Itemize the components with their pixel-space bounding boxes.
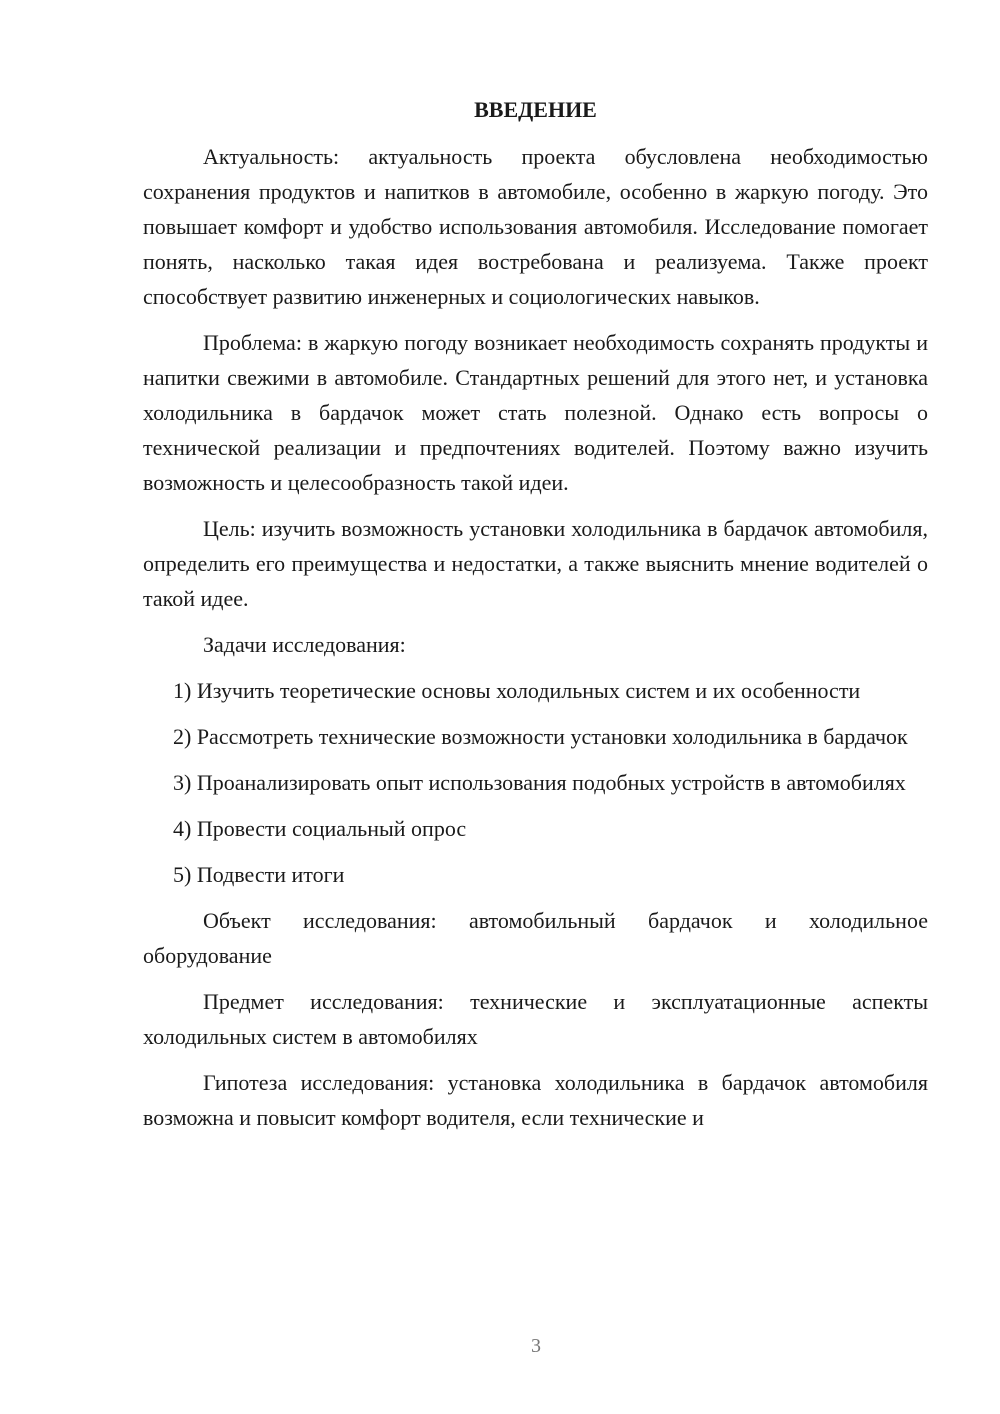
hypothesis-paragraph: Гипотеза исследования: установка холодильника в бардачок автомобиля возможна и повысит комфорт водителя, если технические и — [143, 1070, 928, 1130]
section-heading: ВВЕДЕНИЕ — [474, 97, 597, 122]
object-paragraph: Объект исследования: автомобильный бардачок и холодильное оборудование — [143, 908, 928, 968]
tasks-title: Задачи исследования: — [203, 632, 406, 657]
task-item-4: 4) Провести социальный опрос — [173, 816, 467, 841]
task-item-1: 1) Изучить теоретические основы холодильных систем и их особенности — [173, 678, 861, 703]
relevance-paragraph: Актуальность: актуальность проекта обусловлена необходимостью сохранения продуктов и напитков в автомобиле, особенно в жаркую погоду. Это повышает комфорт и удобство использования автомобиля. Исследование помогает понять, насколько такая идея востребована и реализуема. Также проект способствует развитию инженерных и социологических навыков. — [143, 144, 928, 309]
page-number: 3 — [531, 1335, 541, 1357]
goal-paragraph: Цель: изучить возможность установки холодильника в бардачок автомобиля, определить его преимущества и недостатки, а также выяснить мнение водителей о такой идее. — [143, 516, 928, 611]
subject-paragraph: Предмет исследования: технические и эксплуатационные аспекты холодильных систем в автомобилях — [143, 989, 928, 1049]
task-item-2: 2) Рассмотреть технические возможности установки холодильника в бардачок — [173, 724, 908, 749]
task-item-3: 3) Проанализировать опыт использования подобных устройств в автомобилях — [173, 770, 906, 795]
page-content — [143, 94, 928, 1146]
task-item-5: 5) Подвести итоги — [173, 862, 345, 887]
problem-paragraph: Проблема: в жаркую погоду возникает необходимость сохранять продукты и напитки свежими в автомобиле. Стандартных решений для этого нет, и установка холодильника в бардачок может стать полезной. Однако есть вопросы о технической реализации и предпочтениях водителей. Поэтому важно изучить возможность и целесообразность такой идеи. — [143, 330, 928, 495]
